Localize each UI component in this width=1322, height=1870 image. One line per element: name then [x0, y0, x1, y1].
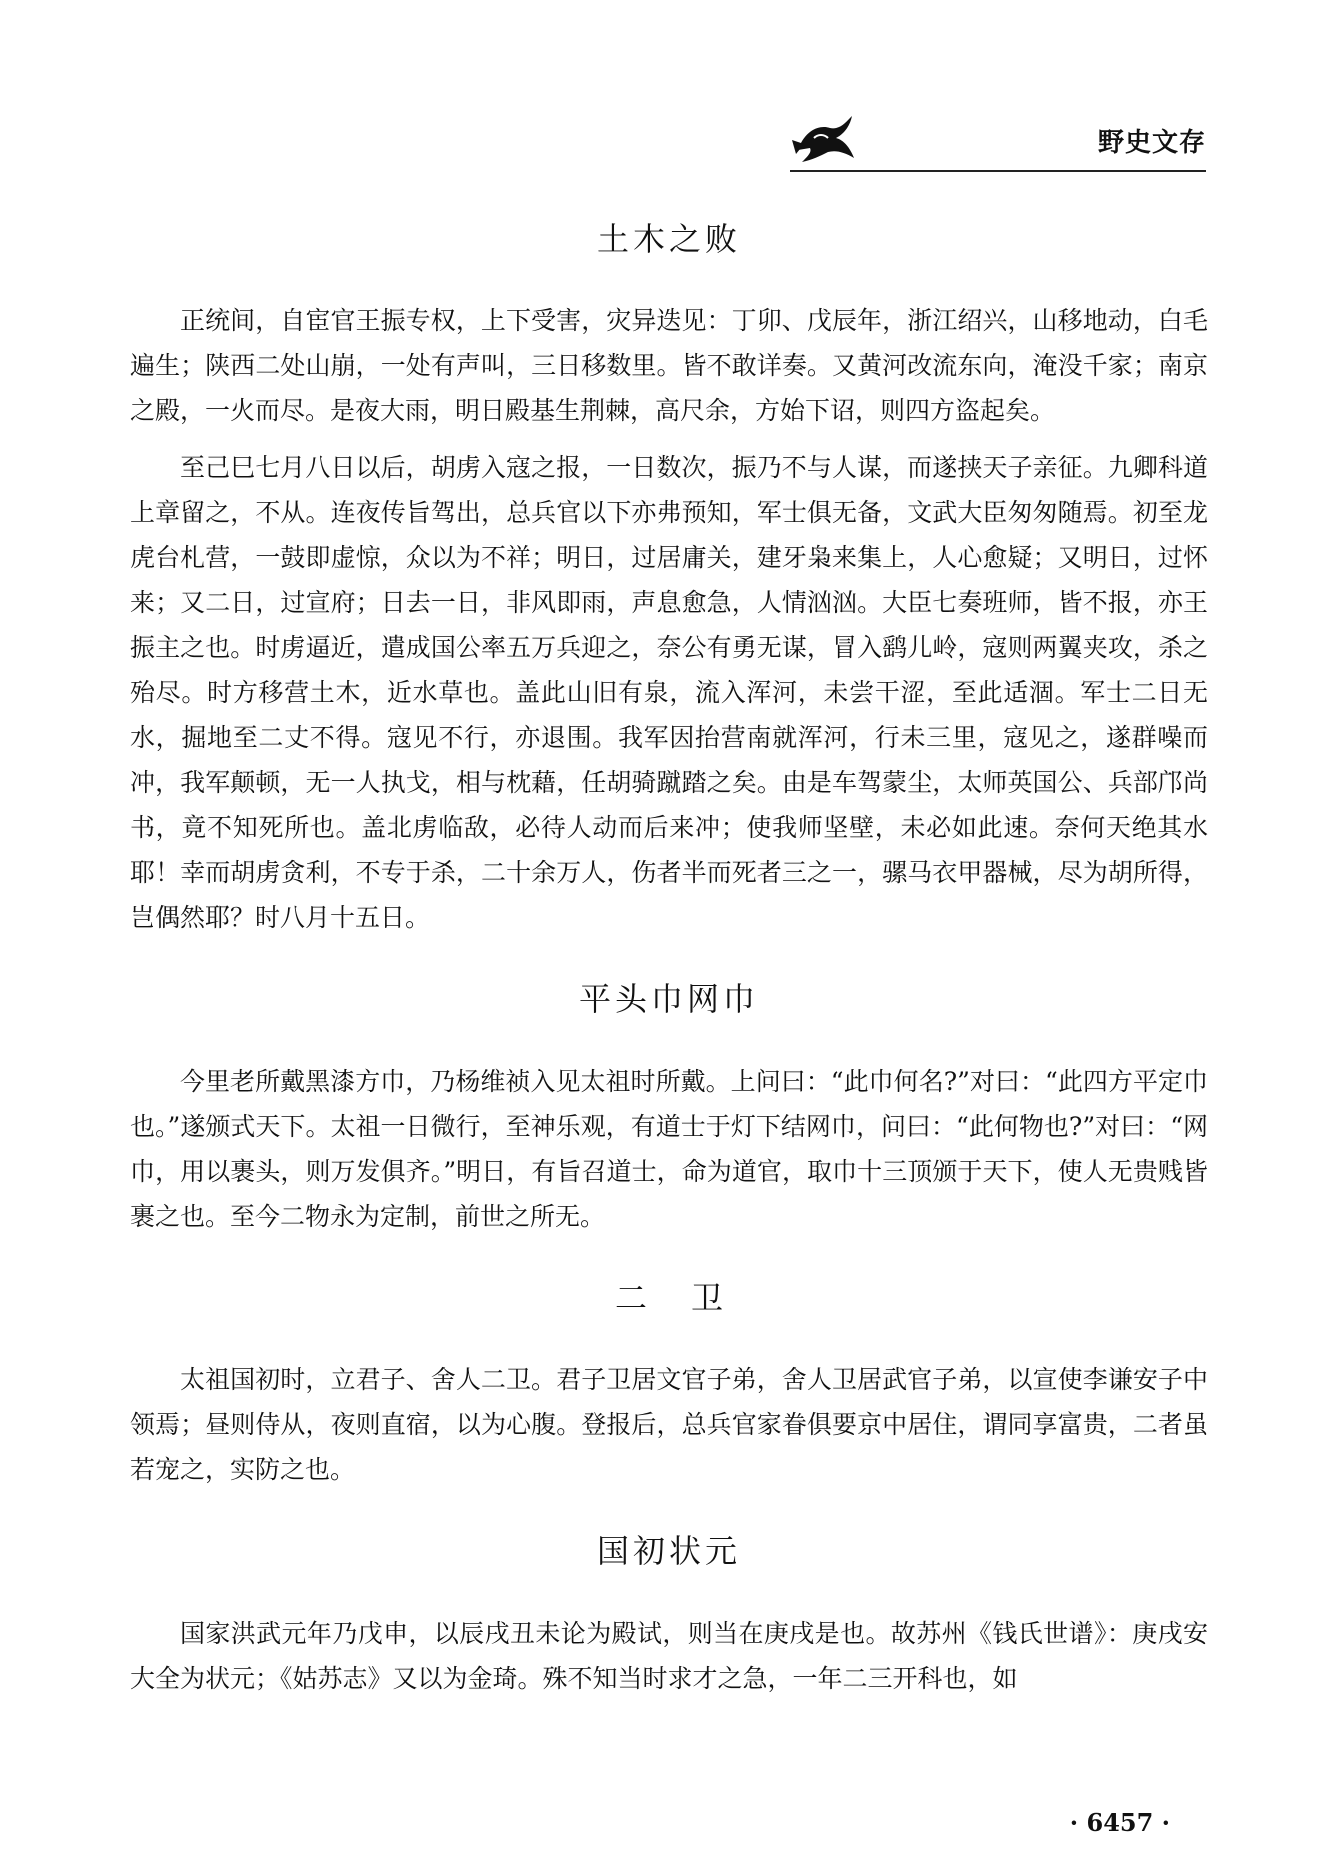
section-title: 二卫 [614, 1278, 767, 1317]
paragraph: 国家洪武元年乃戊申，以辰戌丑未论为殿试，则当在庚戌是也。故苏州《钱氏世谱》：庚戌安大全为状元；《姑苏志》又以为金琦。殊不知当时求才之急，一年二三开科也，如 [130, 1618, 1208, 1693]
section-title: 平头巾网巾 [578, 980, 759, 1019]
book-title: 野史文存 [1097, 128, 1206, 158]
section-title: 国初状元 [596, 1532, 741, 1571]
section-tumu [130, 220, 1208, 940]
page-header [0, 0, 1322, 180]
paragraph: 今里老所戴黑漆方巾，乃杨维祯入见太祖时所戴。上问曰：“此巾何名?”对曰：“此四方平定巾也。”遂颁式天下。太祖一日微行，至神乐观，有道士于灯下结网巾，问曰：“此何物也?”对曰：“网巾，用以裹头，则万发俱齐。”明日，有旨召道士，命为道官，取巾十三顶颁于天下，使人无贵贱皆裹之也。至今二物永为定制，前世之所无。 [130, 1066, 1208, 1231]
paragraph: 正统间，自宦官王振专权，上下受害，灾异迭见：丁卯、戊辰年，浙江绍兴，山移地动，白毛遍生；陕西二处山崩，一处有声叫，三日移数里。皆不敢详奏。又黄河改流东向，淹没千家；南京之殿，一火而尽。是夜大雨，明日殿基生荆棘，高尺余，方始下诏，则四方盗起矣。 [130, 306, 1208, 426]
dragon-logo-icon [790, 110, 860, 166]
section-title: 土木之败 [596, 220, 741, 258]
section-headwear [130, 980, 1208, 1238]
header-rule [790, 170, 1206, 172]
section-two-guards [130, 1279, 1208, 1492]
paragraph: 太祖国初时，立君子、舍人二卫。君子卫居文官子弟，舍人卫居武官子弟，以宣使李谦安子中领焉；昼则侍从，夜则直宿，以为心腹。登报后，总兵官家眷俱要京中居住，谓同享富贵，二者虽若宠之，实防之也。 [130, 1365, 1208, 1485]
page-body [130, 220, 1208, 1741]
section-early-zhuangyuan [130, 1532, 1208, 1700]
page-number: · 6457 · [1069, 1808, 1170, 1837]
paragraph: 至己巳七月八日以后，胡虏入寇之报，一日数次，振乃不与人谋，而遂挟天子亲征。九卿科道上章留之，不从。连夜传旨驾出，总兵官以下亦弗预知，军士俱无备，文武大臣匆匆随焉。初至龙虎台札营，一鼓即虚惊，众以为不祥；明日，过居庸关，建牙枭来集上，人心愈疑；又明日，过怀来；又二日，过宣府；日去一日，非风即雨，声息愈急，人情汹汹。大臣七奏班师，皆不报，亦王振主之也。时虏逼近，遣成国公率五万兵迎之，奈公有勇无谋，冒入鹞儿岭，寇则两翼夹攻，杀之殆尽。时方移营土木，近水草也。盖此山旧有泉，流入浑河，未尝干涩，至此适涸。军士二日无水，掘地至二丈不得。寇见不行，亦退围。我军因抬营南就浑河，行未三里，寇见之，遂群噪而冲，我军颠顿，无一人执戈，相与枕藉，任胡骑蹴踏之矣。由是车驾蒙尘，太师英国公、兵部邝尚书，竟不知死所也。盖北虏临敌，必待人动而后来冲；使我师坚壁，未必如此速。奈何天绝其水耶！幸而胡虏贪利，不专于杀，二十余万人，伤者半而死者三之一，骡马衣甲器械，尽为胡所得，岂偶然耶？时八月十五日。 [130, 453, 1208, 933]
